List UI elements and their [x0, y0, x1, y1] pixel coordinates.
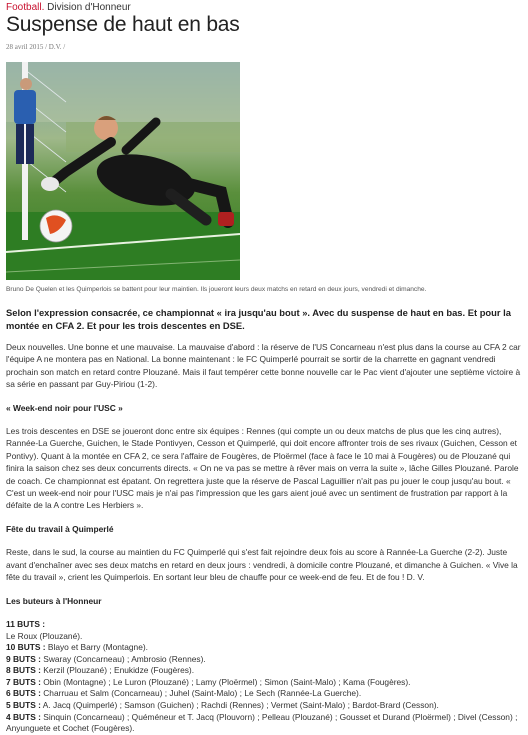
scorers-row [6, 642, 522, 654]
scorers-row [6, 665, 522, 677]
article-meta: 28 avril 2015 / D.V. / [6, 43, 66, 51]
goalkeeper-photo [6, 62, 240, 280]
article-title: Suspense de haut en bas [6, 13, 240, 36]
section-heading: « Week-end noir pour l'USC » [6, 402, 123, 413]
article-photo [6, 62, 240, 280]
scorer-names: Kerzil (Plouzané) ; Enukidze (Fougères). [40, 665, 195, 676]
scorer-names: Obin (Montagne) ; Le Luron (Plouzané) ; Lamy (Ploërmel) ; Simon (Saint-Malo) ; Kama (Fougères). [40, 676, 411, 687]
scorers-row [6, 688, 522, 700]
scorer-names: A. Jacq (Quimperlé) ; Samson (Guichen) ; Rachdi (Rennes) ; Vermet (Saint-Malo) ; Bardot-Brard (Cesson). [40, 700, 439, 711]
paragraph: Deux nouvelles. Une bonne et une mauvaise. La mauvaise d'abord : la réserve de l'US Concarneau n'est plus dans la course au CFA 2 car l'équipe A ne montera pas en National. La bonne maintenant : le FC Quimperlé pourrait se sortir de la charrette en gagnant vendredi prochain son match en retard contre Plouzané. Mais il faut tempérer cette bonne nouvelle car le Pac vient d'ajouter une septième victoire à sa série en passant par Guy-Piriou (1-2). [6, 342, 521, 390]
goals-count: 5 BUTS : [6, 700, 41, 711]
goals-count: 10 BUTS : [6, 642, 46, 653]
scorers-row [6, 712, 522, 724]
scorers-row [6, 723, 522, 735]
paragraph: Les trois descentes en DSE se joueront donc entre six équipes : Rennes (qui compte un ou deux matchs de plus que les cinq autres), Rannée-La Guerche, Guichen, le Stade Pontivyen, Cesson et Quimperlé, qui doit encore affronter trois de ses rivaux (Guichen, Cesson et Pontivy). Quant à la montée en CFA 2, ce sera l'affaire de Fougères, de Ploërmel (face à face le 10 mai à Fougères) ou de Plouzané qui finira la saison chez ses deux concurrents directs. « On ne va pas se mettre à rêver mais on verra la suite », lâche Gilles Plouzané. Parole de coach. Ce championnat est épatant. On regrettera juste que la réserve de Pascal Laguillier n'ait pas pu jouer le coup jusqu'au bout. « C'est un week-end noir pour l'USC mais je n'ai pas l'impression que les gars aient joué avec un sentiment de frustration par rapport à la défaite de la A contre Les Herbiers ». [6, 426, 519, 511]
scorers-row [6, 631, 522, 643]
division-label: Division d'Honneur [47, 2, 131, 13]
scorers-row [6, 654, 522, 666]
scorer-names: Charruau et Salm (Concarneau) ; Juhel (Saint-Malo) ; Le Sech (Rannée-La Guerche). [40, 688, 362, 699]
goals-count: 7 BUTS : [6, 676, 41, 687]
category-line [6, 0, 522, 13]
scorers-row [6, 619, 522, 631]
goals-count: 9 BUTS : [6, 653, 41, 664]
goals-count: 4 BUTS : [6, 711, 41, 722]
scorer-names: Anyunguete et Cochet (Fougères). [6, 723, 135, 734]
scorer-names: Le Roux (Plouzané). [6, 630, 83, 641]
scorer-names: Sinquin (Concarneau) ; Quéméneur et T. Jacq (Plouvorn) ; Pelleau (Plouzané) ; Gousset et Durand (Ploërmel) ; Divel (Cesson) ; [40, 711, 518, 722]
section-heading: Les buteurs à l'Honneur [6, 595, 102, 606]
goals-count: 6 BUTS : [6, 688, 41, 699]
scorers-list [6, 619, 522, 735]
scorers-row [6, 677, 522, 689]
goals-count: 11 BUTS : [6, 618, 46, 629]
category-link[interactable]: Football. [6, 2, 45, 13]
article-lead: Selon l'expression consacrée, ce championnat « ira jusqu'au bout ». Avec du suspense de haut en bas. Et pour la montée en CFA 2. Et pour les trois descentes en DSE. [6, 307, 511, 331]
scorer-names: Swaray (Concarneau) ; Ambrosio (Rennes). [40, 653, 206, 664]
section-heading: Fête du travail à Quimperlé [6, 523, 114, 534]
photo-caption: Bruno De Quelen et les Quimperlois se battent pour leur maintien. Ils joueront leurs deux matchs en retard en deux jours, vendredi et dimanche. [6, 286, 427, 293]
scorer-names: Blayo et Barry (Montagne). [45, 642, 148, 653]
paragraph: Reste, dans le sud, la course au maintien du FC Quimperlé qui s'est fait rejoindre deux fois au score à Rannée-La Guerche (2-2). Juste avant d'enchaîner avec ses deux matchs en retard en deux jours : vendredi, à domicile contre Plouzané, et dimanche à Guichen. « Vive la fête du travail », crient les Quimperlois. En sortant leur bleu de chauffe pour ce week-end de feu. Et de fou ! D. V. [6, 547, 518, 583]
scorers-row [6, 700, 522, 712]
goals-count: 8 BUTS : [6, 665, 41, 676]
